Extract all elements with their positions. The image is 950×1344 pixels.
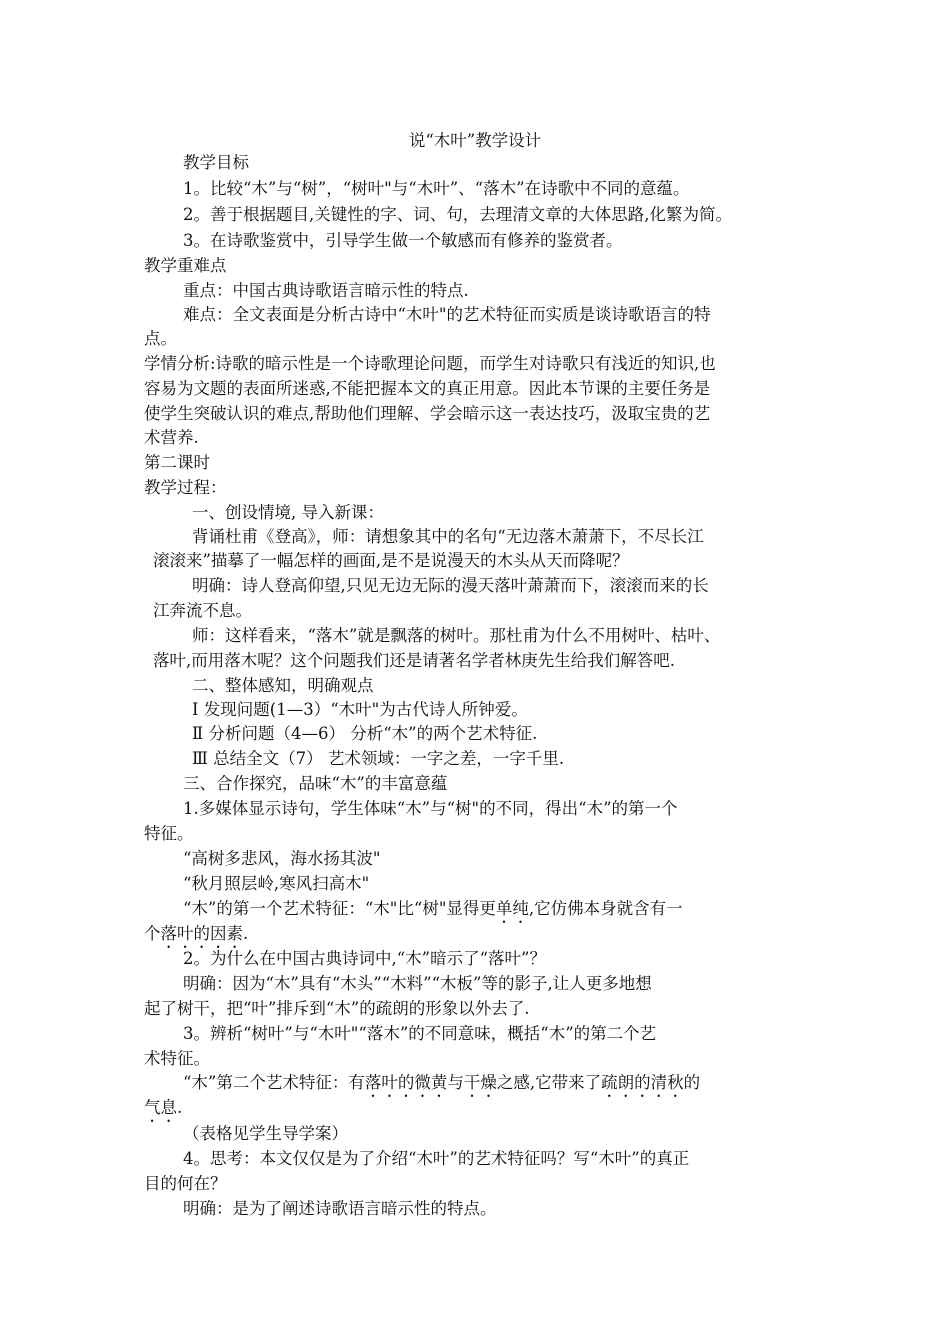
question-line: 目的何在？ [144,1174,227,1193]
paragraph-line: 江奔流不息。 [153,601,252,620]
lesson-label: 第二课时 [144,453,210,472]
paragraph-line: 落叶,而用落木呢？这个问题我们还是请著名学者林庚先生给我们解答吧. [153,651,675,670]
question-line: 2。为什么在中国古典诗词中,“木”暗示了“落叶”？ [183,949,546,968]
emphasized-text: 落叶的微黄 [364,1073,448,1092]
feature-one-line [183,896,683,927]
outline-item: Ⅰ 发现问题(1—3）“木叶"为古代诗人所钟爱。 [192,700,528,719]
objective-item: 2。善于根据题目,关键性的字、词、句，去理清文章的大体思路,化繁为简。 [183,205,732,224]
analysis-text: 术营养. [144,428,199,447]
feature-one-text: ,它仿佛本身就含有一 [528,899,683,918]
paragraph-line: 滚滚来”描摹了一幅怎样的画面,是不是说漫天的木头从天而降呢？ [153,551,629,570]
answer-line: 明确：因为“木”具有“木头”“木料”“木板”等的影子,让人更多地想 [183,974,652,993]
outline-item: Ⅱ 分析问题（4—6） 分析“木”的两个艺术特征. [192,724,538,743]
feature-two-text: 的 [683,1073,701,1092]
process-heading: 教学过程： [144,478,227,497]
feature-two-text: 之感,它带来了 [496,1073,602,1092]
paragraph-line: 特征。 [144,824,194,843]
poem-line: “秋月照层岭,寒风扫高木" [183,874,370,893]
feature-two-text: “木”第二个艺术特征：有 [183,1073,365,1092]
section-heading: 三、合作探究，品味“木”的丰富意蕴 [183,774,448,793]
objectives-heading: 教学目标 [183,153,249,172]
difficulty-text: 点。 [144,329,177,348]
question-line: 3。辨析“树叶”与“木叶"“落木”的不同意味，概括“木”的第二个艺 [183,1024,657,1043]
emphasized-text: 落叶的因素 [160,924,243,943]
feature-two-text: 与 [447,1073,464,1092]
objective-item: 1。比较“木”与“树”，“树叶"与“木叶”、“落木”在诗歌中不同的意蕴。 [183,179,690,198]
analysis-text: 使学生突破认识的难点,帮助他们理解、学会暗示这一表达技巧，汲取宝贵的艺 [144,404,711,423]
emphasized-text: 单纯 [495,899,529,918]
feature-one-text: 个 [144,924,161,943]
question-line: 术特征。 [144,1049,210,1068]
difficulty-text: 难点：全文表面是分析古诗中“木叶"的艺术特征而实质是谈诗歌语言的特 [183,305,711,324]
paragraph-line: 明确：诗人登高仰望,只见无边无际的漫天落叶萧萧而下，滚滚而来的长 [192,576,709,595]
answer-line: 起了树干，把“叶”排斥到“木”的疏朗的形象以外去了. [144,999,530,1018]
analysis-text: 学情分析:诗歌的暗示性是一个诗歌理论问题，而学生对诗歌只有浅近的知识,也 [144,354,716,373]
outline-item: Ⅲ 总结全文（7） 艺术领域：一字之差，一字千里. [192,749,565,768]
section-heading: 一、创设情境, 导入新课： [192,503,384,522]
feature-two-line [144,1095,182,1126]
key-points-heading: 教学重难点 [144,256,227,275]
poem-line: “高树多悲风，海水扬其波" [183,849,381,868]
paragraph-line: 1.多媒体显示诗句，学生体味“木”与“树"的不同，得出“木”的第一个 [183,799,678,818]
note-line: （表格见学生导学案） [183,1124,348,1143]
doc-title: 说“木叶”教学设计 [408,131,542,150]
answer-line: 明确：是为了阐述诗歌语言暗示性的特点。 [183,1199,497,1218]
emphasized-text: 干燥 [463,1073,497,1092]
feature-one-text: “木”的第一个艺术特征：“木"比“树"显得更 [183,899,496,918]
feature-one-text: . [243,924,249,943]
analysis-text: 容易为文题的表面所迷惑,不能把握本文的真正用意。因此本节课的主要任务是 [144,379,711,398]
feature-two-line [183,1070,700,1101]
paragraph-line: 背诵杜甫《登高》，师：请想象其中的名句“无边落木萧萧下，不尽长江 [192,527,704,546]
emphasized-text: 气息 [144,1098,177,1117]
focus-text: 重点：中国古典诗歌语言暗示性的特点. [183,281,469,300]
objective-item: 3。在诗歌鉴赏中，引导学生做一个敏感而有修养的鉴赏者。 [183,231,623,250]
emphasized-text: 疏朗的清秋 [601,1073,684,1092]
feature-two-text: . [177,1098,183,1117]
section-heading: 二、整体感知，明确观点 [192,676,374,695]
question-line: 4。思考：本文仅仅是为了介绍“木叶”的艺术特征吗？写“木叶”的真正 [183,1149,690,1168]
paragraph-line: 师：这样看来，“落木”就是飘落的树叶。那杜甫为什么不用树叶、枯叶、 [192,626,721,645]
